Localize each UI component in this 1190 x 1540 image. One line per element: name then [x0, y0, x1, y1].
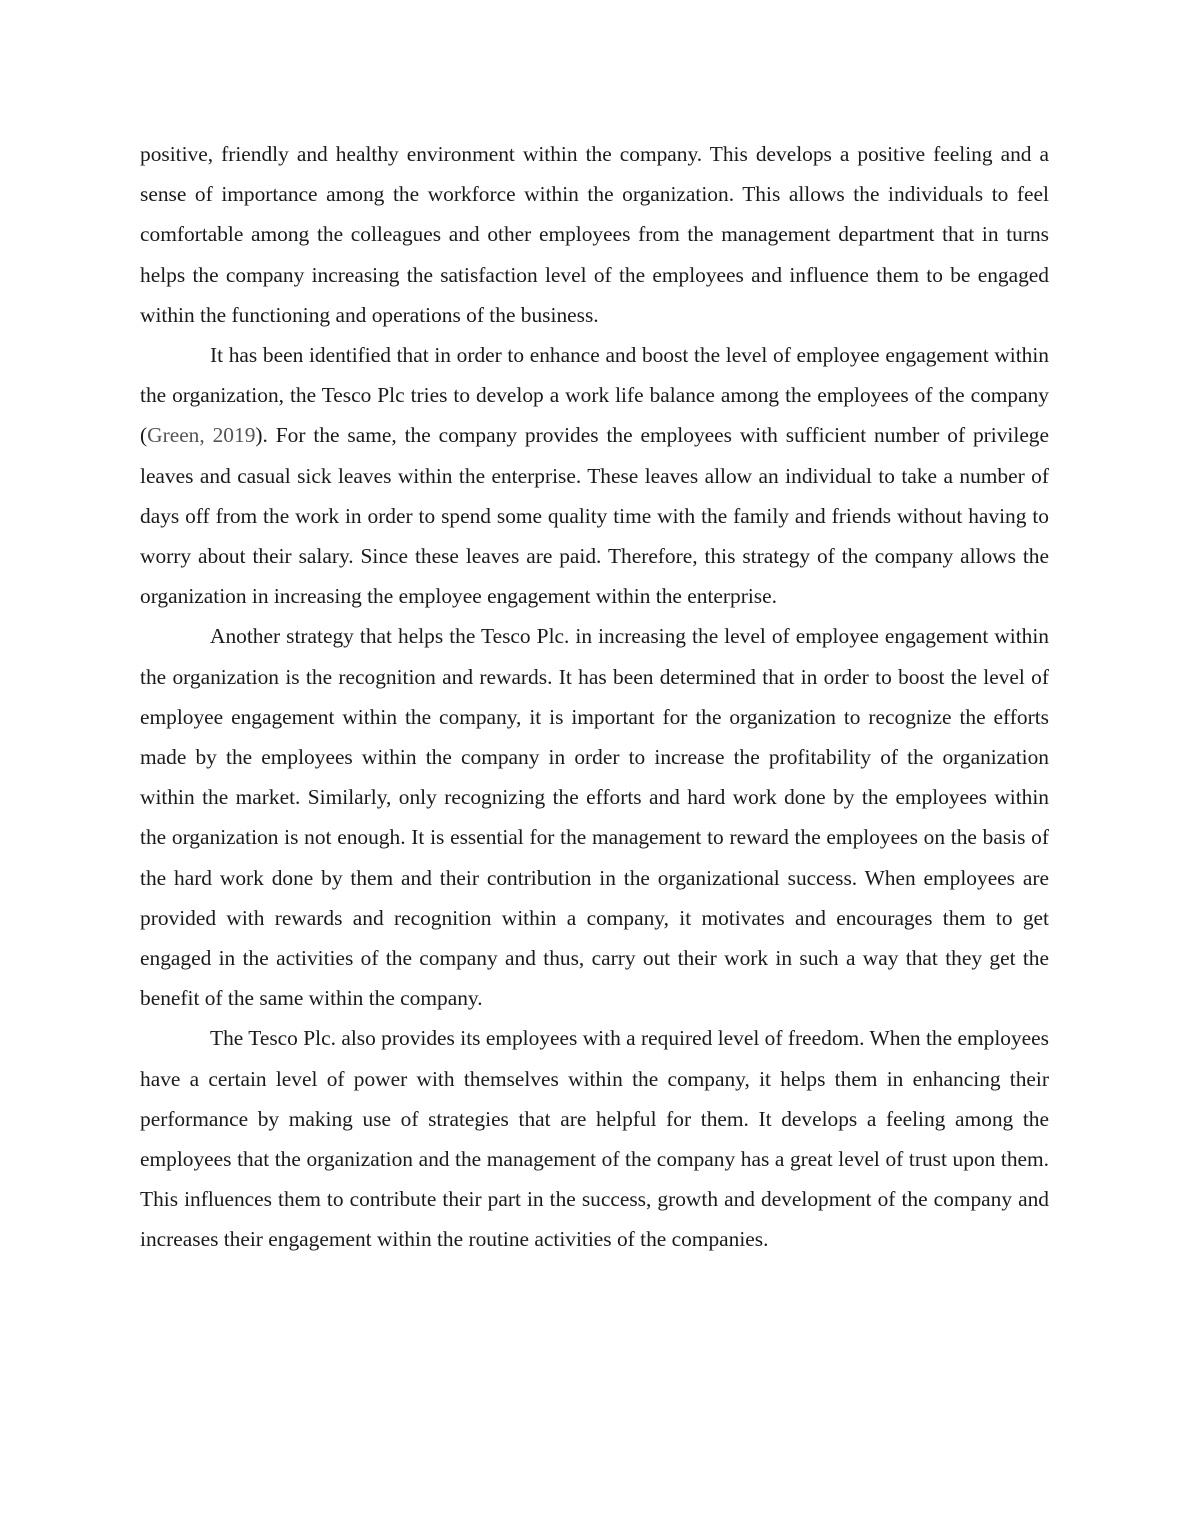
paragraph-2-text-b: ). For the same, the company provides the employees with sufficient number of privilege leaves and casual sick leaves within the enterprise. These leaves allow an individual to take a number of days off from the work in order to spend some quality time with the family and friends without having to worry about their salary. Since these leaves are paid. Therefore, this strategy of the company allows the organization in increasing the employee engagement within the enterprise. — [140, 423, 1050, 609]
paragraph-2 — [140, 335, 1049, 616]
paragraph-4: The Tesco Plc. also provides its employees with a required level of freedom. When the employees have a certain level of power with themselves within the company, it helps them in enhancing their performance by making use of strategies that are helpful for them. It develops a feeling among the employees that the organization and the management of the company has a great level of trust upon them. This influences them to contribute their part in the success, growth and development of the company and increases their engagement within the routine activities of the companies. — [140, 1026, 1049, 1252]
citation-green-2019: Green, 2019 — [147, 423, 256, 448]
document-body — [140, 134, 1049, 1260]
paragraph-1: positive, friendly and healthy environment within the company. This develops a positive feeling and a sense of importance among the workforce within the organization. This allows the individuals to feel comfortable among the colleagues and other employees from the management department that in turns helps the company increasing the satisfaction level of the employees and influence them to be engaged within the functioning and operations of the business. — [140, 142, 1049, 327]
paragraph-2-text-a: It has been identified that in order to enhance and boost the level of employee engagement within the organization, the Tesco Plc tries to develop a work life balance among the employees of the company ( — [140, 343, 1049, 448]
paragraph-3: Another strategy that helps the Tesco Plc. in increasing the level of employee engagement within the organization is the recognition and rewards. It has been determined that in order to boost the level of employee engagement within the company, it is important for the organization to recognize the efforts made by the employees within the company in order to increase the profitability of the organization within the market. Similarly, only recognizing the efforts and hard work done by the employees within the organization is not enough. It is essential for the management to reward the employees on the basis of the hard work done by them and their contribution in the organizational success. When employees are provided with rewards and recognition within a company, it motivates and encourages them to get engaged in the activities of the company and thus, carry out their work in such a way that they get the benefit of the same within the company. — [140, 624, 1049, 1011]
